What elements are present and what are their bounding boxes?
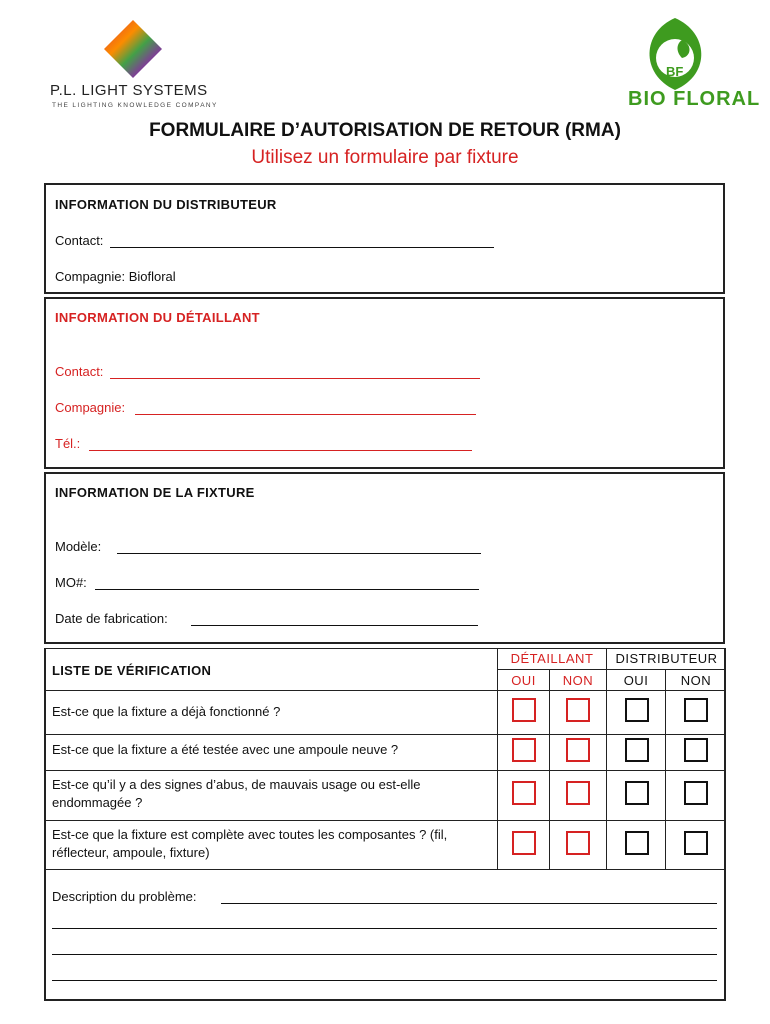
description-label: Description du problème: (52, 889, 197, 904)
distributeur-section (44, 183, 725, 294)
fixture-heading: INFORMATION DE LA FIXTURE (55, 485, 255, 500)
q3-distributeur-non-checkbox[interactable] (684, 781, 708, 805)
fixture-modele-label: Modèle: (55, 539, 102, 554)
question-1: Est-ce que la fixture a déjà fonctionné ? (52, 704, 281, 719)
detaillant-tel-field[interactable] (89, 450, 472, 451)
question-3: Est-ce qu’il y a des signes d’abus, de mauvais usage ou est-elle endommagée ? (52, 777, 421, 810)
fixture-mo-label: MO#: (55, 575, 87, 590)
diamond-icon (102, 18, 164, 80)
q3-detaillant-non-checkbox[interactable] (566, 781, 590, 805)
q4-distributeur-oui-checkbox[interactable] (625, 831, 649, 855)
fixture-date-label: Date de fabrication: (55, 611, 168, 626)
detaillant-tel-label: Tél.: (55, 436, 81, 451)
logo-mark: BF (666, 64, 684, 79)
q2-distributeur-oui-checkbox[interactable] (625, 738, 649, 762)
detaillant-section (44, 297, 725, 469)
q1-distributeur-non-checkbox[interactable] (684, 698, 708, 722)
detaillant-contact-field[interactable] (110, 378, 480, 379)
q4-detaillant-oui-checkbox[interactable] (512, 831, 536, 855)
description-line-1[interactable] (221, 903, 717, 904)
logo-brand-name: BIO FLORAL (628, 88, 761, 110)
biofloral-logo (618, 14, 761, 114)
detaillant-contact-label: Contact: (55, 364, 104, 379)
description-line-4[interactable] (52, 980, 717, 981)
col-distributeur: DISTRIBUTEUR (615, 651, 718, 666)
pl-light-systems-logo (48, 18, 218, 118)
col-distributeur-non: NON (680, 673, 712, 688)
distributeur-heading: INFORMATION DU DISTRIBUTEUR (55, 197, 277, 212)
col-detaillant: DÉTAILLANT (510, 651, 594, 666)
distributeur-contact-field[interactable] (110, 247, 494, 248)
q1-distributeur-oui-checkbox[interactable] (625, 698, 649, 722)
detaillant-compagnie-field[interactable] (135, 414, 476, 415)
distributeur-contact-label: Contact: (55, 233, 104, 248)
fixture-mo-field[interactable] (95, 589, 479, 590)
q1-detaillant-oui-checkbox[interactable] (512, 698, 536, 722)
page-title: FORMULAIRE D’AUTORISATION DE RETOUR (RMA) (149, 120, 621, 141)
q2-detaillant-non-checkbox[interactable] (566, 738, 590, 762)
detaillant-heading: INFORMATION DU DÉTAILLANT (55, 310, 260, 325)
q4-distributeur-non-checkbox[interactable] (684, 831, 708, 855)
question-4: Est-ce que la fixture est complète avec toutes les composantes ? (fil, réflecteur, ampoule, fixture) (52, 827, 448, 860)
fixture-section (44, 472, 725, 644)
q1-detaillant-non-checkbox[interactable] (566, 698, 590, 722)
leaf-icon (630, 14, 720, 94)
verification-heading: LISTE DE VÉRIFICATION (52, 663, 212, 678)
q3-distributeur-oui-checkbox[interactable] (625, 781, 649, 805)
col-distributeur-oui: OUI (623, 673, 649, 688)
description-line-2[interactable] (52, 928, 717, 929)
fixture-modele-field[interactable] (117, 553, 481, 554)
col-detaillant-oui: OUI (511, 673, 536, 688)
verification-section (44, 648, 726, 1001)
q2-distributeur-non-checkbox[interactable] (684, 738, 708, 762)
col-detaillant-non: NON (562, 673, 594, 688)
q2-detaillant-oui-checkbox[interactable] (512, 738, 536, 762)
fixture-date-field[interactable] (191, 625, 478, 626)
q4-detaillant-non-checkbox[interactable] (566, 831, 590, 855)
question-2: Est-ce que la fixture a été testée avec une ampoule neuve ? (52, 742, 399, 757)
q3-detaillant-oui-checkbox[interactable] (512, 781, 536, 805)
distributeur-compagnie-label: Compagnie: Biofloral (55, 269, 176, 284)
description-line-3[interactable] (52, 954, 717, 955)
detaillant-compagnie-label: Compagnie: (55, 400, 126, 415)
logo-tagline: THE LIGHTING KNOWLEDGE COMPANY (52, 102, 218, 109)
logo-company-name: P.L. LIGHT SYSTEMS (50, 82, 208, 99)
page-subtitle: Utilisez un formulaire par fixture (251, 147, 519, 168)
